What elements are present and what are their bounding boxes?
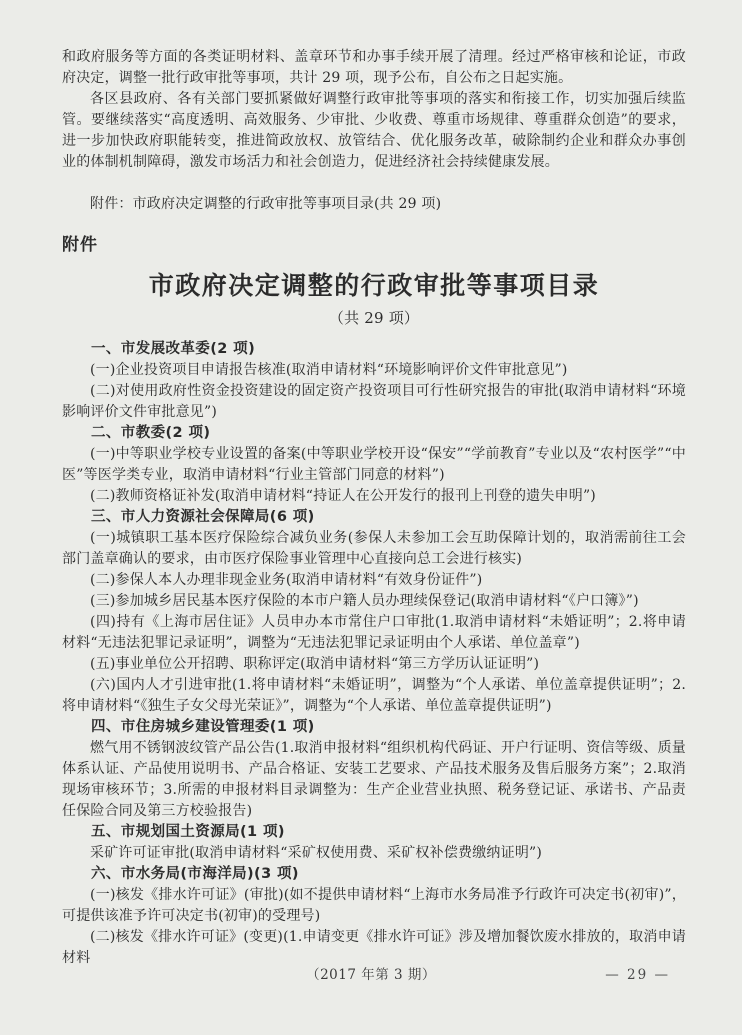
catalog-item: 采矿许可证审批(取消申请材料“采矿权使用费、采矿权补偿费缴纳证明”) [90,845,543,861]
page-footer [0,964,742,986]
catalog-dept-heading: 三、市人力资源社会保障局(6 项) [91,509,315,525]
catalog-item: (二)教师资格证补发(取消申请材料“持证人在公开发行的报刊上刊登的遗失申明”) [90,488,596,504]
catalog-item: (一)核发《排水许可证》(审批)(如不提供申请材料“上海市水务局准予行政许可决定书(初审)”，可提供该准予许可决定书(初审)的受理号) [62,887,686,924]
catalog-item: (五)事业单位公开招聘、职称评定(取消申请材料“第三方学历认证证明”) [90,656,540,672]
attachment-note: 附件：市政府决定调整的行政审批等事项目录(共 29 项) [90,196,442,212]
catalog-item: (二)核发《排水许可证》(变更)(1.申请变更《排水许可证》涉及增加餐饮废水排放的，取消申请材料 [62,929,686,966]
catalog-item: (四)持有《上海市居住证》人员申办本市常住户口审批(1.取消申请材料“未婚证明”；2.将申请材料“无违法犯罪记录证明”，调整为“无违法犯罪记录证明由个人承诺、单位盖章”) [62,614,686,651]
catalog-item: (一)企业投资项目申请报告核准(取消申请材料“环境影响评价文件审批意见”) [90,362,568,378]
intro-paragraph-2: 各区县政府、各有关部门要抓紧做好调整行政审批等事项的落实和衔接工作，切实加强后续监管。要继续落实“高度透明、高效服务、少审批、少收费、尊重市场规律、尊重群众创造”的要求，进一步加快政府职能转变，推进简政放权、放管结合、优化服务改革，破除制约企业和群众办事创业的体制机制障碍，激发市场活力和社会创造力，促进经济社会持续健康发展。 [62,91,686,170]
footer-issue: （2017 年第 3 期） [306,967,436,983]
catalog-item: (一)中等职业学校专业设置的备案(中等职业学校开设“保安”“学前教育”专业以及“农村医学”“中医”等医学类专业，取消申请材料“行业主管部门同意的材料”) [62,446,686,483]
catalog-item: 燃气用不锈钢波纹管产品公告(1.取消申报材料“组织机构代码证、开户行证明、资信等级、质量体系认证、产品使用说明书、产品合格证、安装工艺要求、产品技术服务及售后服务方案”；2.取消现场审核环节；3.所需的申报材料目录调整为：生产企业营业执照、税务登记证、承诺书、产品责任保险合同及第三方校验报告) [62,740,686,819]
attachment-label: 附件 [62,235,98,255]
footer-page-number: — 29 — [605,967,670,983]
attachment-title: 市政府决定调整的行政审批等事项目录 [148,271,600,300]
intro-paragraph-1: 和政府服务等方面的各类证明材料、盖章环节和办事手续开展了清理。经过严格审核和论证，市政府决定，调整一批行政审批等事项，共计 29 项，现予公布，自公布之日起实施。 [62,49,686,86]
catalog-item: (二)对使用政府性资金投资建设的固定资产投资项目可行性研究报告的审批(取消申请材料“环境影响评价文件审批意见”) [62,383,686,420]
catalog-item: (二)参保人本人办理非现金业务(取消申请材料“有效身份证件”) [90,572,483,588]
catalog-dept-heading: 一、市发展改革委(2 项) [91,341,256,357]
catalog-list [62,339,686,969]
catalog-dept-heading: 二、市教委(2 项) [91,425,211,441]
document-content [62,47,686,969]
catalog-item: (六)国内人才引进审批(1.将申请材料“未婚证明”，调整为“个人承诺、单位盖章提供证明”；2.将申请材料“《独生子女父母光荣证》”，调整为“个人承诺、单位盖章提供证明”) [62,677,686,714]
catalog-item: (一)城镇职工基本医疗保险综合减负业务(参保人未参加工会互助保障计划的，取消需前往工会部门盖章确认的要求，由市医疗保险事业管理中心直接向总工会进行核实) [62,530,686,567]
catalog-dept-heading: 四、市住房城乡建设管理委(1 项) [91,719,315,735]
catalog-item: (三)参加城乡居民基本医疗保险的本市户籍人员办理续保登记(取消申请材料“《户口簿》”) [90,593,639,609]
catalog-dept-heading: 五、市规划国土资源局(1 项) [91,824,285,840]
attachment-subtitle: （共 29 项） [328,309,420,327]
catalog-dept-heading: 六、市水务局(市海洋局)(3 项) [91,866,299,882]
